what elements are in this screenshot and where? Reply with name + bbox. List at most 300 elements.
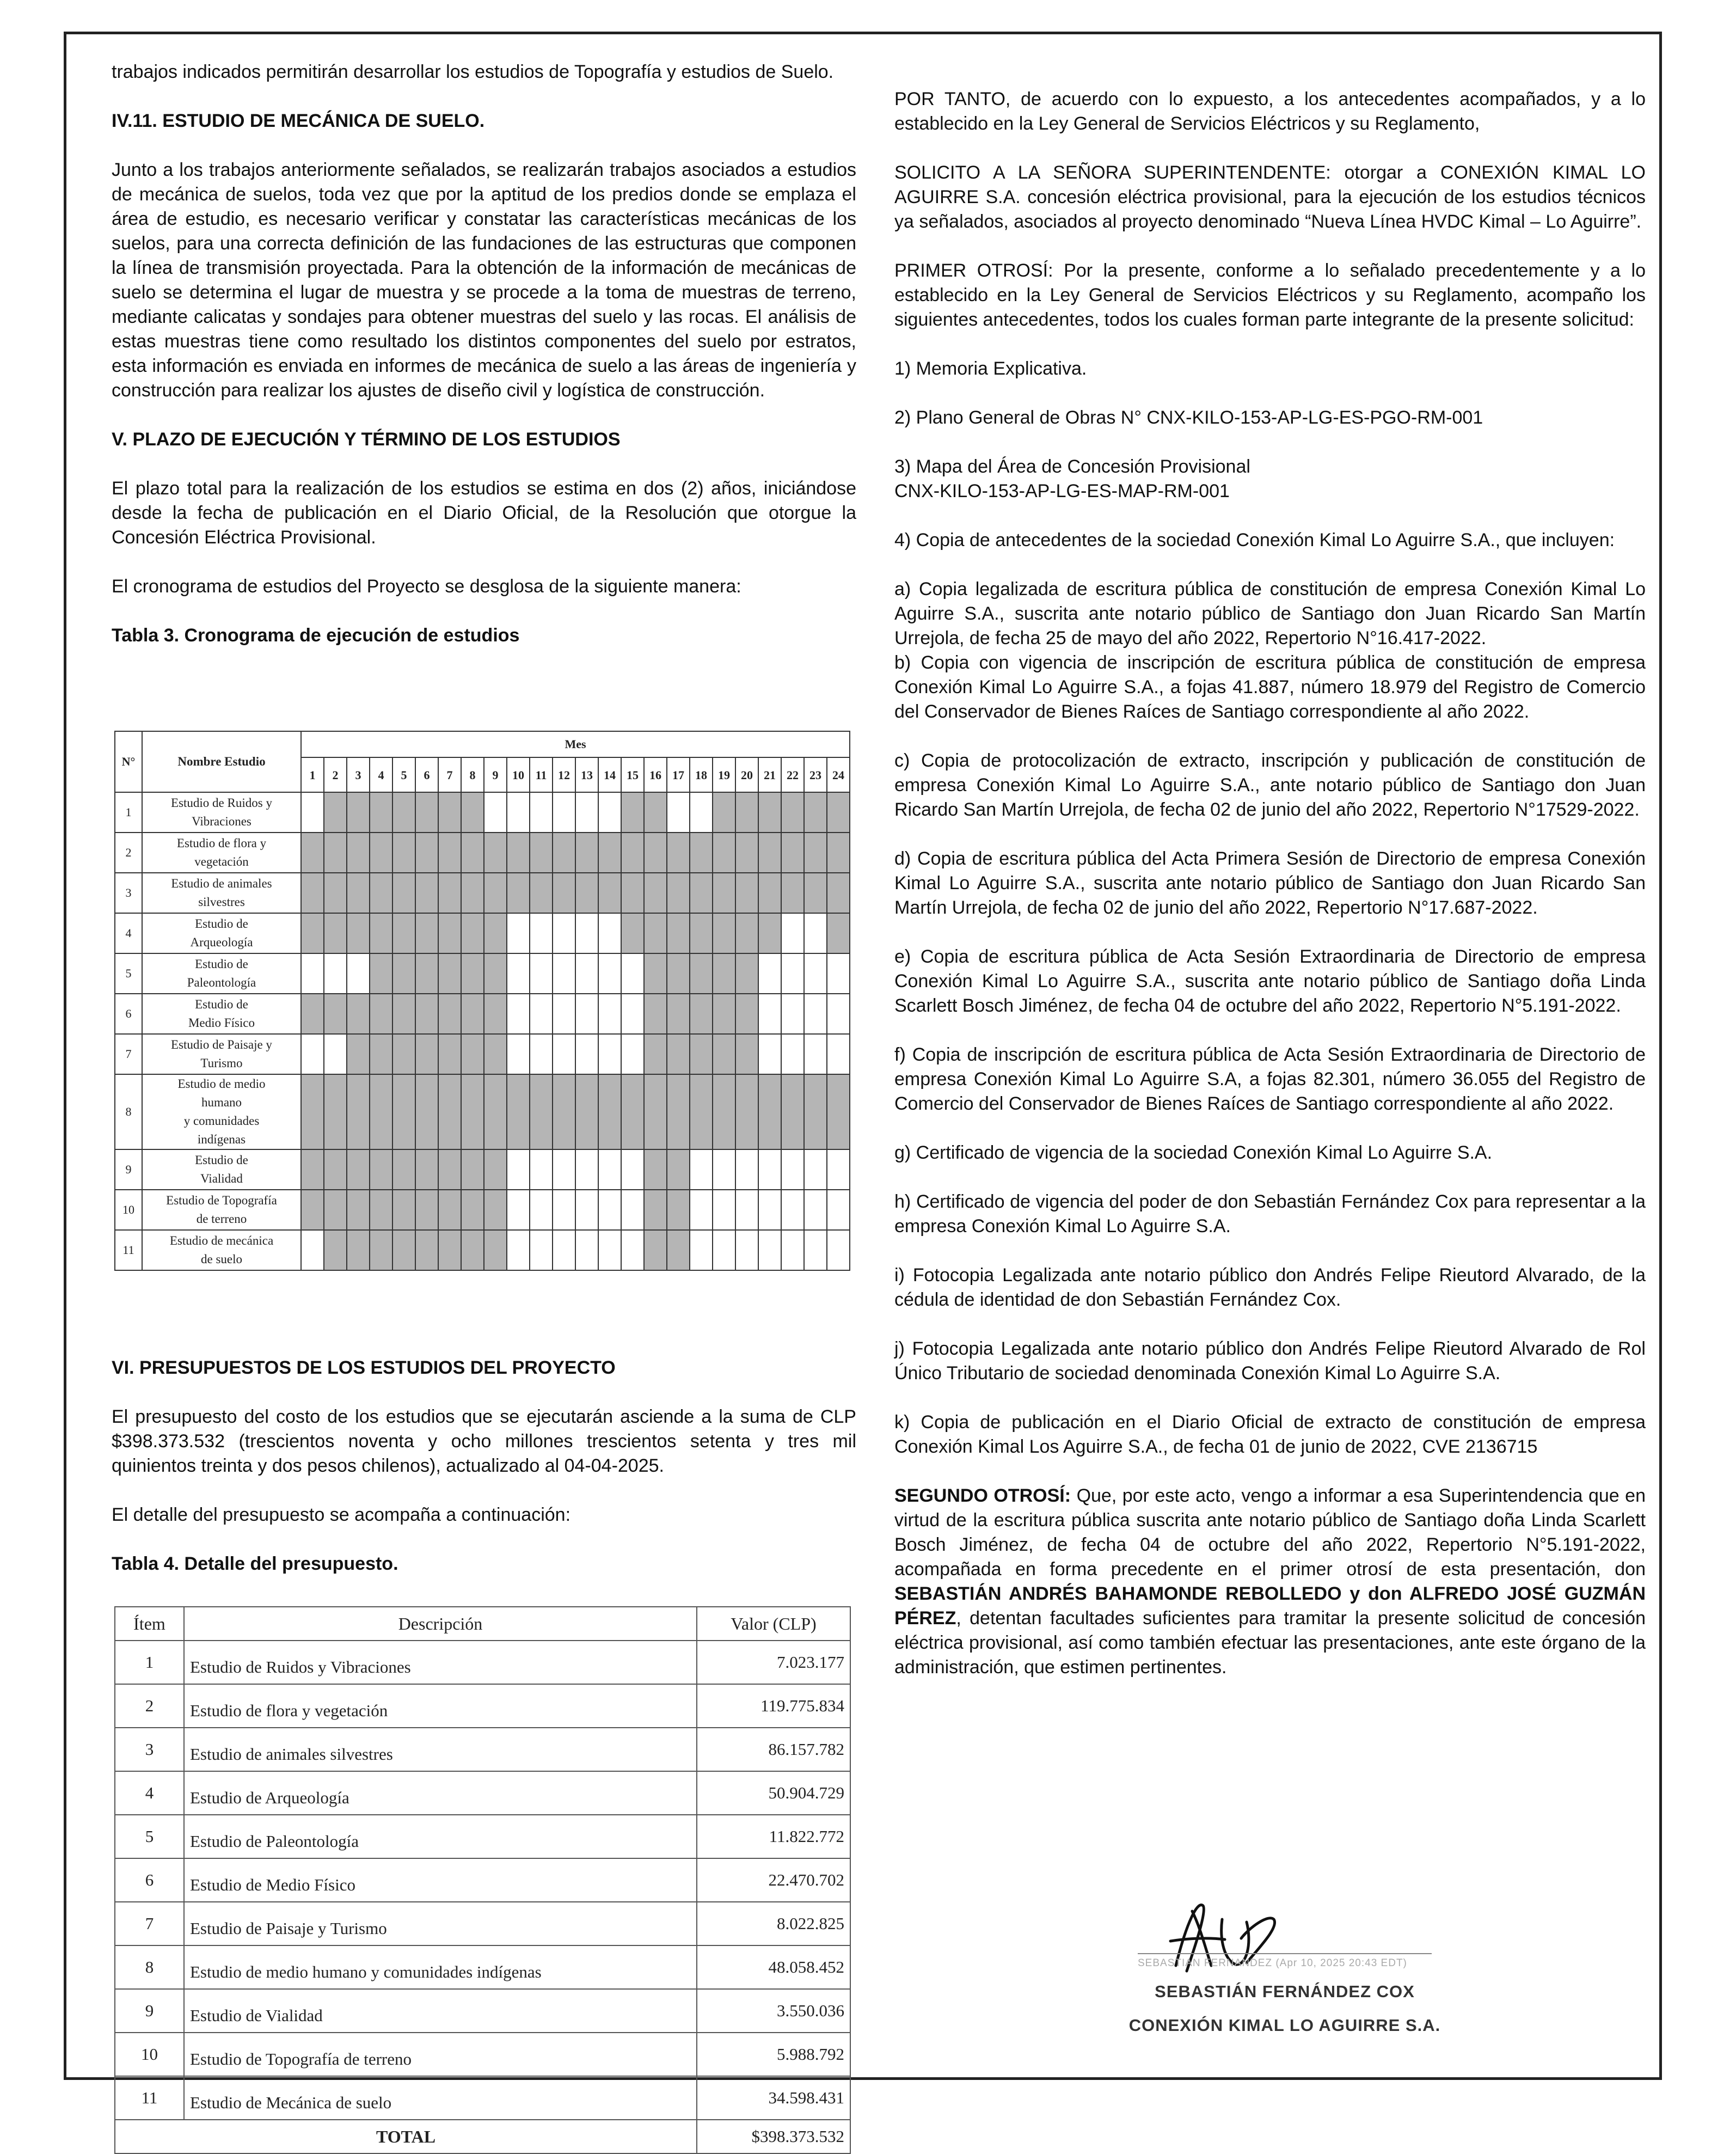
table-row [115, 913, 850, 953]
schedule-cell-active [507, 873, 530, 913]
schedule-cell-active [713, 913, 735, 953]
schedule-cell-empty [621, 953, 644, 994]
list-item: 4) Copia de antecedentes de la sociedad Conexión Kimal Lo Aguirre S.A., que incluyen: [894, 530, 1615, 550]
study-name-line: Estudio de [195, 957, 248, 971]
list-item: h) Certificado de vigencia del poder de don Sebastián Fernández Cox para representar a la empresa Conexión Kimal Lo Aguirre S.A. [894, 1191, 1646, 1237]
study-name [142, 873, 301, 913]
item-number: 9 [115, 1989, 184, 2033]
schedule-cell-active [804, 833, 827, 873]
schedule-cell-active [484, 1190, 507, 1230]
table-row [115, 1190, 850, 1230]
schedule-cell-active [392, 1230, 415, 1270]
schedule-cell-active [713, 833, 735, 873]
schedule-cell-empty [530, 913, 553, 953]
study-name [142, 953, 301, 994]
schedule-cell-empty [507, 792, 530, 833]
schedule-cell-empty [484, 792, 507, 833]
study-name [142, 1034, 301, 1074]
month-header: 22 [781, 757, 804, 792]
schedule-cell-active [735, 953, 758, 994]
schedule-cell-empty [301, 1230, 324, 1270]
paragraph: El plazo total para la realización de los estudios se estima en dos (2) años, iniciándose desde la fecha de publicación en el Diario Oficial, de la Resolución que otorgue la Concesión Eléctrica Provisional. [112, 478, 856, 548]
row-number: 1 [115, 792, 142, 833]
schedule-cell-active [667, 1230, 690, 1270]
schedule-cell-empty [781, 1149, 804, 1190]
schedule-cell-active [667, 1034, 690, 1074]
month-header: 5 [392, 757, 415, 792]
schedule-cell-empty [507, 1230, 530, 1270]
schedule-cell-empty [781, 953, 804, 994]
schedule-cell-active [781, 792, 804, 833]
schedule-cell-empty [530, 1034, 553, 1074]
schedule-cell-active [735, 1034, 758, 1074]
schedule-cell-empty [804, 1149, 827, 1190]
schedule-cell-active [758, 1074, 781, 1149]
schedule-cell-empty [507, 953, 530, 994]
schedule-cell-empty [301, 1034, 324, 1074]
list-item: d) Copia de escritura pública del Acta Primera Sesión de Directorio de empresa Conexión Kimal Lo Aguirre S.A., suscrita ante notario público de Santiago don Juan Ricardo San Martín Urrejola, de fecha 02 de junio del año 2022, Repertorio N°17.687-2022. [894, 848, 1646, 918]
list-item: g) Certificado de vigencia de la sociedad Conexión Kimal Lo Aguirre S.A. [894, 1142, 1493, 1163]
row-number: 6 [115, 994, 142, 1034]
schedule-cell-active [392, 994, 415, 1034]
schedule-cell-active [301, 873, 324, 913]
section-heading: V. PLAZO DE EJECUCIÓN Y TÉRMINO DE LOS ESTUDIOS [112, 429, 621, 450]
item-number: 1 [115, 1641, 184, 1684]
month-header: 13 [575, 757, 598, 792]
schedule-cell-active [370, 1034, 392, 1074]
study-name-line: Estudio de [195, 917, 248, 931]
schedule-cell-active [461, 1230, 484, 1270]
schedule-cell-active [324, 913, 347, 953]
schedule-cell-empty [553, 792, 575, 833]
schedule-cell-active [621, 913, 644, 953]
table-row [115, 1858, 850, 1902]
schedule-cell-active [392, 913, 415, 953]
schedule-cell-active [347, 913, 370, 953]
schedule-cell-active [370, 792, 392, 833]
month-header: 1 [301, 757, 324, 792]
schedule-cell-empty [713, 1230, 735, 1270]
month-header: 4 [370, 757, 392, 792]
schedule-cell-active [735, 1074, 758, 1149]
schedule-cell-active [438, 1149, 461, 1190]
list-item: j) Fotocopia Legalizada ante notario público don Andrés Felipe Rieutord Alvarado de Rol Único Tributario de sociedad denominada Conexión Kimal Lo Aguirre S.A. [894, 1338, 1646, 1384]
schedule-cell-active [324, 833, 347, 873]
schedule-cell-empty [598, 913, 621, 953]
schedule-cell-empty [621, 1149, 644, 1190]
schedule-cell-active [690, 833, 713, 873]
schedule-cell-empty [827, 994, 850, 1034]
month-header: 3 [347, 757, 370, 792]
study-name-line: vegetación [194, 855, 249, 868]
schedule-cell-empty [598, 1230, 621, 1270]
schedule-cell-active [667, 833, 690, 873]
schedule-cell-active [644, 1074, 667, 1149]
table-row [115, 1074, 850, 1149]
schedule-cell-empty [781, 1190, 804, 1230]
month-header: 19 [713, 757, 735, 792]
section-heading: IV.11. ESTUDIO DE MECÁNICA DE SUELO. [112, 111, 485, 131]
schedule-cell-active [484, 1034, 507, 1074]
schedule-cell-active [667, 1149, 690, 1190]
schedule-cell-active [758, 833, 781, 873]
table-row [115, 953, 850, 994]
names-bold: SEBASTIÁN ANDRÉS BAHAMONDE REBOLLEDO y don ALFREDO JOSÉ GUZMÁN PÉREZ [894, 1583, 1646, 1629]
schedule-cell-active [438, 953, 461, 994]
table-row [115, 1945, 850, 1989]
row-number: 9 [115, 1149, 142, 1190]
schedule-cell-active [324, 792, 347, 833]
schedule-cell-empty [575, 1149, 598, 1190]
schedule-cell-active [621, 1074, 644, 1149]
study-name-line: Estudio de medio [177, 1077, 266, 1091]
table-row [115, 1034, 850, 1074]
schedule-cell-active [438, 994, 461, 1034]
schedule-cell-empty [553, 1034, 575, 1074]
schedule-cell-empty [575, 1190, 598, 1230]
schedule-cell-active [758, 913, 781, 953]
schedule-cell-empty [781, 913, 804, 953]
schedule-cell-active [301, 913, 324, 953]
schedule-cell-active [438, 1190, 461, 1230]
table-row [115, 2076, 850, 2120]
schedule-cell-empty [804, 1034, 827, 1074]
schedule-cell-empty [690, 1190, 713, 1230]
month-header: 14 [598, 757, 621, 792]
col-header-mes: Mes [301, 731, 850, 757]
schedule-cell-active [461, 1034, 484, 1074]
signer-name: SEBASTIÁN FERNÁNDEZ COX [1155, 1982, 1415, 2001]
month-header: 6 [415, 757, 438, 792]
study-name [142, 994, 301, 1034]
study-name [142, 1230, 301, 1270]
month-header: 17 [667, 757, 690, 792]
schedule-cell-empty [553, 913, 575, 953]
schedule-cell-active [461, 1149, 484, 1190]
item-value: 119.775.834 [697, 1684, 850, 1728]
item-description: Estudio de Medio Físico [184, 1858, 697, 1902]
schedule-cell-active [667, 1074, 690, 1149]
study-name [142, 792, 301, 833]
schedule-cell-active [735, 792, 758, 833]
item-description: Estudio de Paleontología [184, 1815, 697, 1858]
paragraph: El presupuesto del costo de los estudios que se ejecutarán asciende a la suma de CLP $398.373.532 (trescientos noventa y ocho millones trescientos setenta y tres mil quinientos treinta y dos pesos chilenos), actualizado al 04-04-2025. [112, 1406, 856, 1476]
schedule-cell-active [735, 913, 758, 953]
schedule-cell-empty [553, 1149, 575, 1190]
schedule-cell-empty [553, 953, 575, 994]
schedule-cell-active [370, 1190, 392, 1230]
item-number: 6 [115, 1858, 184, 1902]
study-name-line: Vialidad [200, 1172, 243, 1185]
item-value: 7.023.177 [697, 1641, 850, 1684]
month-header: 10 [507, 757, 530, 792]
handwritten-signature [1111, 1889, 1459, 2069]
paragraph [894, 1484, 1646, 1680]
schedule-cell-active [347, 1230, 370, 1270]
schedule-cell-active [713, 873, 735, 913]
study-name-line: humano [201, 1096, 242, 1109]
schedule-cell-active [484, 833, 507, 873]
schedule-cell-active [484, 873, 507, 913]
schedule-cell-empty [301, 953, 324, 994]
col-header-item: Ítem [115, 1607, 184, 1641]
schedule-cell-active [713, 792, 735, 833]
study-name-line: Paleontología [187, 976, 256, 989]
schedule-cell-active [621, 833, 644, 873]
month-header: 20 [735, 757, 758, 792]
schedule-cell-active [370, 873, 392, 913]
schedule-cell-empty [301, 792, 324, 833]
study-name-line: Estudio de flora y [176, 836, 267, 850]
item-value: 8.022.825 [697, 1902, 850, 1945]
row-number: 11 [115, 1230, 142, 1270]
budget-table [114, 1606, 851, 2154]
schedule-cell-active [392, 792, 415, 833]
schedule-cell-empty [621, 1034, 644, 1074]
schedule-cell-active [827, 1074, 850, 1149]
schedule-cell-active [461, 873, 484, 913]
schedule-cell-active [690, 873, 713, 913]
schedule-cell-active [667, 1190, 690, 1230]
list-item: f) Copia de inscripción de escritura pública de Acta Sesión Extraordinaria de Directorio de empresa Conexión Kimal Lo Aguirre S.A, a fojas 82.301, número 36.055 del Registro de Comercio del Conservador de Bienes Raíces de Santiago correspondiente al año 2022. [894, 1044, 1646, 1114]
schedule-cell-active [781, 1074, 804, 1149]
month-header: 15 [621, 757, 644, 792]
schedule-cell-active [392, 873, 415, 913]
schedule-cell-active [758, 792, 781, 833]
table-row [115, 873, 850, 913]
study-name-line: Estudio de Paisaje y [171, 1038, 272, 1051]
month-header: 23 [804, 757, 827, 792]
row-number: 4 [115, 913, 142, 953]
table-caption: Tabla 3. Cronograma de ejecución de estudios [112, 625, 520, 646]
schedule-cell-active [347, 1149, 370, 1190]
schedule-cell-active [644, 994, 667, 1034]
schedule-cell-empty [690, 1230, 713, 1270]
item-value: 22.470.702 [697, 1858, 850, 1902]
row-number: 10 [115, 1190, 142, 1230]
item-description: Estudio de Topografía de terreno [184, 2033, 697, 2076]
list-item: CNX-KILO-153-AP-LG-ES-MAP-RM-001 [894, 481, 1230, 501]
schedule-cell-empty [530, 792, 553, 833]
schedule-cell-empty [575, 953, 598, 994]
schedule-cell-active [781, 833, 804, 873]
schedule-cell-active [804, 1074, 827, 1149]
schedule-cell-active [827, 913, 850, 953]
item-description: Estudio de medio humano y comunidades indígenas [184, 1945, 697, 1989]
table-row [115, 1230, 850, 1270]
item-value: 34.598.431 [697, 2076, 850, 2120]
schedule-cell-active [347, 1074, 370, 1149]
table-row [115, 994, 850, 1034]
item-value: 48.058.452 [697, 1945, 850, 1989]
schedule-cell-empty [758, 1149, 781, 1190]
signer-company: CONEXIÓN KIMAL LO AGUIRRE S.A. [1128, 2016, 1441, 2035]
item-number: 2 [115, 1684, 184, 1728]
list-item: e) Copia de escritura pública de Acta Sesión Extraordinaria de Directorio de empresa Conexión Kimal Lo Aguirre S.A., suscrita ante notario público de Santiago doña Linda Scarlett Bosch Jiménez, de fecha 04 de octubre del año 2022, Repertorio N°5.191-2022. [894, 946, 1646, 1016]
schedule-cell-empty [621, 994, 644, 1034]
schedule-cell-active [324, 1190, 347, 1230]
schedule-cell-active [667, 994, 690, 1034]
schedule-cell-active [370, 833, 392, 873]
right-column [894, 87, 1646, 1704]
schedule-cell-active [370, 1149, 392, 1190]
schedule-cell-empty [735, 1149, 758, 1190]
table-row [115, 792, 850, 833]
month-header: 2 [324, 757, 347, 792]
schedule-cell-active [301, 1074, 324, 1149]
schedule-cell-active [415, 873, 438, 913]
schedule-cell-active [324, 994, 347, 1034]
item-number: 4 [115, 1771, 184, 1815]
schedule-cell-active [347, 873, 370, 913]
paragraph: Junto a los trabajos anteriormente señalados, se realizarán trabajos asociados a estudios de mecánica de suelos, toda vez que por la aptitud de los predios donde se emplaza el área de estudio, es necesario verificar y constatar las características mecánicas de los suelos, para una correcta definición de las fundaciones de las estructuras que componen la línea de transmisión proyectada. Para la obtención de la información de mecánicas de suelo se determina el lugar de muestra y se procede a la toma de muestras de terreno, mediante calicatas y sondajes para obtener muestras del suelo y las rocas. El análisis de estas muestras tiene como resultado los distintos componentes del suelo por estratos, esta información es enviada en informes de mecánica de suelo a las áreas de ingeniería y construcción para realizar los ajustes de diseño civil y logística de construcción. [112, 160, 856, 401]
schedule-cell-empty [758, 953, 781, 994]
schedule-cell-active [324, 1230, 347, 1270]
row-number: 5 [115, 953, 142, 994]
schedule-cell-active [621, 873, 644, 913]
schedule-cell-active [575, 873, 598, 913]
schedule-table [114, 731, 850, 1271]
table-row [115, 1771, 850, 1815]
schedule-cell-active [461, 994, 484, 1034]
schedule-cell-active [827, 833, 850, 873]
schedule-cell-active [324, 1074, 347, 1149]
item-value: 11.822.772 [697, 1815, 850, 1858]
table-row [115, 1684, 850, 1728]
item-description: Estudio de Arqueología [184, 1771, 697, 1815]
month-header: 11 [530, 757, 553, 792]
schedule-cell-empty [827, 1230, 850, 1270]
list-item: b) Copia con vigencia de inscripción de escritura pública de constitución de empresa Conexión Kimal Lo Aguirre S.A., a fojas 41.887, número 18.979 del Registro de Comercio del Conservador de Bienes Raíces de Santiago correspondiente al año 2022. [894, 652, 1646, 722]
schedule-cell-active [804, 873, 827, 913]
study-name-line: Estudio de Topografía [166, 1194, 277, 1207]
total-label: TOTAL [115, 2120, 697, 2153]
schedule-cell-active [484, 953, 507, 994]
study-name [142, 1149, 301, 1190]
schedule-cell-empty [827, 1149, 850, 1190]
study-name-line: Estudio de [195, 1153, 248, 1167]
schedule-cell-active [415, 792, 438, 833]
schedule-cell-empty [804, 994, 827, 1034]
schedule-cell-active [370, 953, 392, 994]
table-row [115, 1149, 850, 1190]
schedule-cell-active [804, 792, 827, 833]
month-header: 16 [644, 757, 667, 792]
schedule-cell-active [713, 1034, 735, 1074]
list-item: 2) Plano General de Obras N° CNX-KILO-153-AP-LG-ES-PGO-RM-001 [894, 407, 1483, 428]
schedule-cell-active [392, 953, 415, 994]
schedule-cell-active [484, 1074, 507, 1149]
schedule-cell-active [598, 1074, 621, 1149]
schedule-cell-active [690, 1034, 713, 1074]
paragraph: PRIMER OTROSÍ: Por la presente, conforme a lo señalado precedentemente y a lo establecido en la Ley General de Servicios Eléctricos y su Reglamento, acompaño los siguientes antecedentes, todos los cuales forman parte integrante de la presente solicitud: [894, 260, 1646, 330]
paragraph: trabajos indicados permitirán desarrollar los estudios de Topografía y estudios de Suelo. [112, 62, 834, 82]
text: Que, por este acto, vengo a informar a esa Superintendencia que en virtud de la escritura pública suscrita ante notario público de Santiago doña Linda Scarlett Bosch Jiménez, de fecha 04 de octubre del año 2022, Repertorio N°5.191-2022, acompañada en forma precedente en el primer otrosí de esta presentación, don [894, 1485, 1646, 1580]
schedule-cell-active [690, 913, 713, 953]
schedule-cell-active [598, 833, 621, 873]
schedule-cell-active [347, 1034, 370, 1074]
table-row [115, 2033, 850, 2076]
row-number: 8 [115, 1074, 142, 1149]
paragraph: POR TANTO, de acuerdo con lo expuesto, a los antecedentes acompañados, y a lo establecido en la Ley General de Servicios Eléctricos y su Reglamento, [894, 89, 1646, 134]
table-row [115, 1902, 850, 1945]
study-name-line: silvestres [198, 895, 245, 909]
schedule-cell-active [553, 833, 575, 873]
schedule-cell-active [301, 1149, 324, 1190]
schedule-cell-active [690, 994, 713, 1034]
schedule-cell-active [575, 833, 598, 873]
study-name-line: Estudio de [195, 998, 248, 1011]
col-header-name: Nombre Estudio [142, 731, 301, 792]
table-row [115, 1641, 850, 1684]
list-item: k) Copia de publicación en el Diario Oficial de extracto de constitución de empresa Conexión Kimal Los Aguirre S.A., de fecha 01 de junio de 2022, CVE 2136715 [894, 1412, 1646, 1457]
schedule-cell-empty [758, 1230, 781, 1270]
study-name [142, 833, 301, 873]
schedule-cell-active [438, 792, 461, 833]
schedule-cell-empty [530, 1230, 553, 1270]
schedule-cell-empty [553, 1190, 575, 1230]
schedule-cell-empty [804, 953, 827, 994]
schedule-cell-active [713, 953, 735, 994]
table-row [115, 1989, 850, 2033]
study-name-line: Turismo [200, 1056, 243, 1070]
table-row [115, 1728, 850, 1771]
schedule-cell-empty [713, 1190, 735, 1230]
schedule-cell-active [461, 953, 484, 994]
study-name-line: Medio Físico [188, 1016, 255, 1030]
study-name-line: Vibraciones [192, 815, 251, 828]
schedule-cell-active [461, 792, 484, 833]
schedule-cell-active [324, 1149, 347, 1190]
schedule-cell-active [392, 1149, 415, 1190]
schedule-cell-active [438, 1034, 461, 1074]
month-header: 8 [461, 757, 484, 792]
schedule-cell-active [392, 1034, 415, 1074]
schedule-cell-empty [735, 1230, 758, 1270]
schedule-cell-empty [735, 1190, 758, 1230]
schedule-cell-active [530, 873, 553, 913]
schedule-cell-active [415, 953, 438, 994]
schedule-cell-empty [507, 1149, 530, 1190]
list-item: i) Fotocopia Legalizada ante notario público don Andrés Felipe Rieutord Alvarado, de la cédula de identidad de don Sebastián Fernández Cox. [894, 1265, 1646, 1310]
month-header: 12 [553, 757, 575, 792]
schedule-cell-active [484, 913, 507, 953]
schedule-cell-active [553, 873, 575, 913]
item-description: Estudio de Ruidos y Vibraciones [184, 1641, 697, 1684]
schedule-cell-empty [598, 953, 621, 994]
schedule-cell-empty [507, 994, 530, 1034]
schedule-cell-empty [804, 913, 827, 953]
left-column [112, 60, 856, 672]
schedule-cell-empty [758, 1034, 781, 1074]
study-name [142, 913, 301, 953]
total-value: $398.373.532 [697, 2120, 850, 2153]
schedule-cell-empty [598, 1034, 621, 1074]
schedule-cell-active [370, 1074, 392, 1149]
row-number: 2 [115, 833, 142, 873]
schedule-cell-active [415, 1230, 438, 1270]
section-heading: VI. PRESUPUESTOS DE LOS ESTUDIOS DEL PROYECTO [112, 1357, 616, 1378]
row-number: 3 [115, 873, 142, 913]
schedule-cell-active [461, 1074, 484, 1149]
schedule-cell-active [827, 792, 850, 833]
schedule-cell-empty [781, 994, 804, 1034]
schedule-cell-empty [690, 1149, 713, 1190]
schedule-cell-active [484, 994, 507, 1034]
schedule-cell-active [438, 833, 461, 873]
schedule-cell-active [392, 833, 415, 873]
schedule-cell-active [644, 1034, 667, 1074]
